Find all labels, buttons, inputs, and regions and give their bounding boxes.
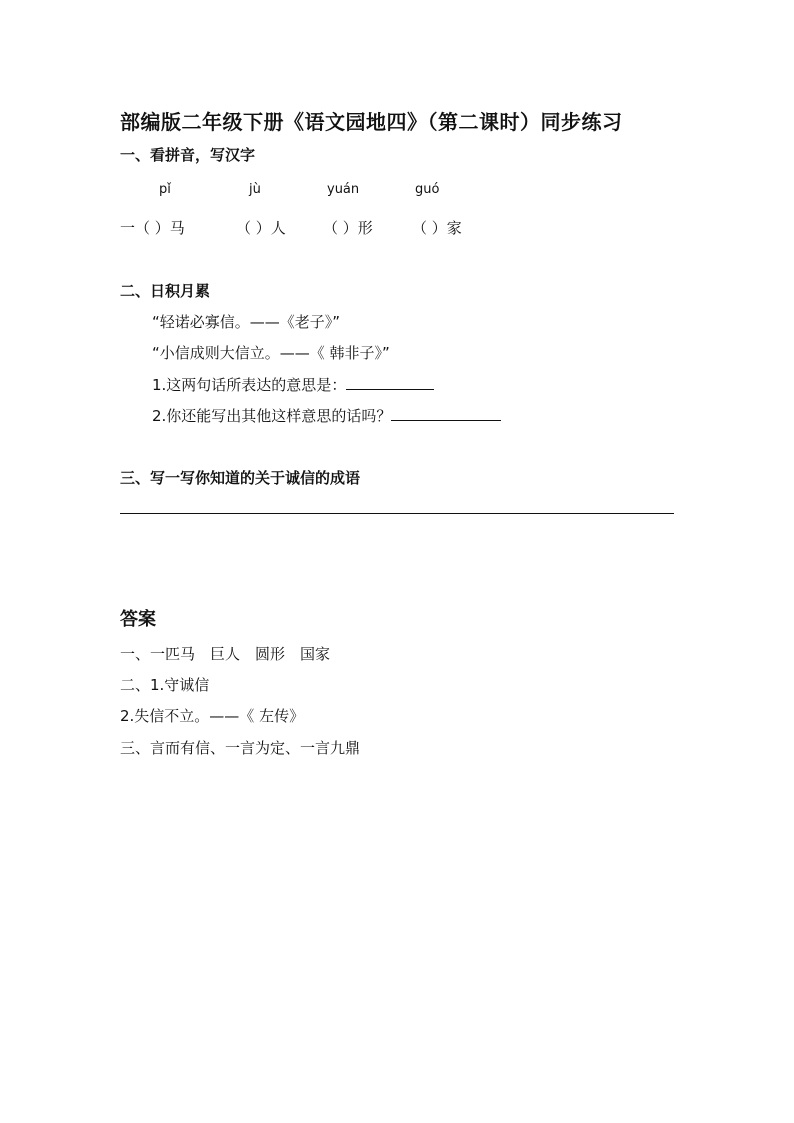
pinyin-2: jù: [249, 182, 261, 197]
question-2: [152, 405, 501, 426]
section2-heading: 二、日积月累: [120, 282, 211, 300]
answer-line-3: 2.失信不立。——《 左传》: [120, 707, 305, 725]
question-2-text: 2.你还能写出其他这样意思的话吗？: [152, 407, 392, 425]
fill-item-1: 一（ ）马: [120, 219, 185, 237]
fill-item-2: （ ）人: [236, 219, 286, 237]
answer-blank-1[interactable]: [346, 375, 434, 390]
pinyin-4: guó: [415, 182, 440, 197]
answer-line-4: 三、言而有信、一言为定、一言九鼎: [120, 739, 361, 757]
quote-hanfeizi: “小信成则大信立。——《 韩非子》”: [152, 344, 390, 362]
answer-blank-2[interactable]: [391, 406, 501, 421]
answer-line[interactable]: [120, 513, 674, 514]
answer-line-2: 二、1.守诚信: [120, 676, 210, 694]
pinyin-1: pǐ: [159, 182, 171, 197]
answers-title: 答案: [120, 609, 156, 630]
fill-item-4: （ ）家: [412, 219, 462, 237]
section3-heading: 三、写一写你知道的关于诚信的成语: [120, 469, 361, 487]
page-title: 部编版二年级下册《语文园地四》（第二课时）同步练习: [120, 110, 623, 134]
quote-laozi: “轻诺必寡信。——《老子》”: [152, 313, 341, 331]
pinyin-3: yuán: [327, 182, 360, 197]
question-1-text: 1.这两句话所表达的意思是：: [152, 376, 347, 394]
section1-heading: 一、看拼音，写汉字: [120, 146, 256, 164]
answer-line-1: 一、一匹马 巨人 圆形 国家: [120, 645, 331, 663]
question-1: [152, 374, 434, 395]
fill-item-3: （ ）形: [323, 219, 373, 237]
